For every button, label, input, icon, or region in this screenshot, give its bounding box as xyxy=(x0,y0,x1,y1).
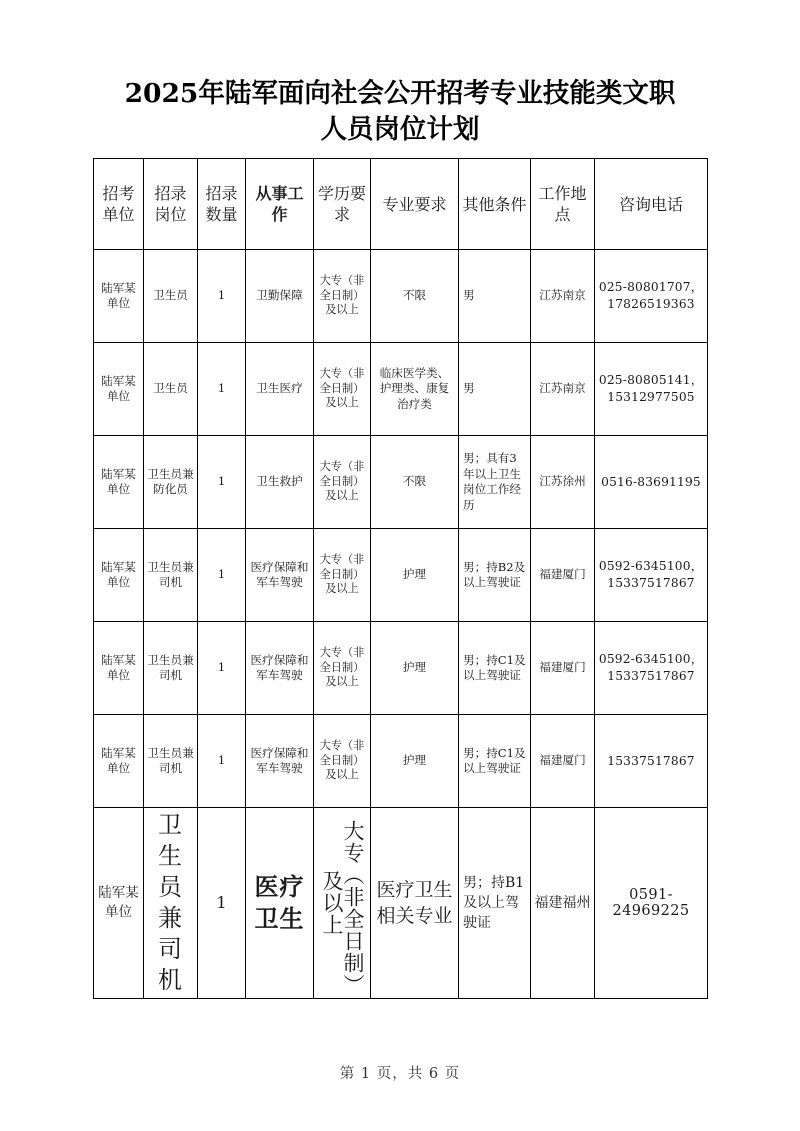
cell-work: 医疗卫生 xyxy=(246,808,314,999)
cell-other: 男；持C1及以上驾驶证 xyxy=(459,622,531,715)
cell-post: 卫生员 xyxy=(144,343,198,436)
cell-quantity: 1 xyxy=(198,436,246,529)
column-header-location: 工作地点 xyxy=(531,159,595,250)
cell-education: 大专（非全日制）及以上 xyxy=(314,529,371,622)
cell-other: 男 xyxy=(459,250,531,343)
column-header-education: 学历要求 xyxy=(314,159,371,250)
cell-post: 卫生员兼防化员 xyxy=(144,436,198,529)
cell-quantity: 1 xyxy=(198,715,246,808)
cell-education xyxy=(314,808,371,999)
header-row xyxy=(94,159,708,250)
cell-phone: 0592-6345100，15337517867 xyxy=(595,529,708,622)
cell-unit: 陆军某单位 xyxy=(94,715,144,808)
table-row xyxy=(94,715,708,808)
cell-education: 大专（非全日制）及以上 xyxy=(314,250,371,343)
cell-post: 卫生员兼司机 xyxy=(144,529,198,622)
cell-location: 福建厦门 xyxy=(531,529,595,622)
cell-unit: 陆军某单位 xyxy=(94,622,144,715)
column-header-other: 其他条件 xyxy=(459,159,531,250)
cell-work: 卫勤保障 xyxy=(246,250,314,343)
column-header-work: 从事工作 xyxy=(246,159,314,250)
column-header-major: 专业要求 xyxy=(371,159,459,250)
table-row xyxy=(94,808,708,999)
cell-phone: 025-80805141，15312977505 xyxy=(595,343,708,436)
cell-education: 大专（非全日制）及以上 xyxy=(314,715,371,808)
cell-phone: 15337517867 xyxy=(595,715,708,808)
cell-quantity: 1 xyxy=(198,808,246,999)
cell-phone: 0516-83691195 xyxy=(595,436,708,529)
cell-phone: 0591-24969225 xyxy=(595,808,708,999)
cell-education: 大专（非全日制）及以上 xyxy=(314,436,371,529)
cell-phone: 025-80801707，17826519363 xyxy=(595,250,708,343)
cell-work: 医疗保障和军车驾驶 xyxy=(246,715,314,808)
cell-location: 福建厦门 xyxy=(531,715,595,808)
cell-unit: 陆军某单位 xyxy=(94,250,144,343)
cell-other: 男；持B2及以上驾驶证 xyxy=(459,529,531,622)
cell-location: 江苏南京 xyxy=(531,343,595,436)
cell-quantity: 1 xyxy=(198,529,246,622)
job-plan-table xyxy=(93,158,708,999)
cell-major: 护理 xyxy=(371,529,459,622)
cell-other: 男 xyxy=(459,343,531,436)
page-title-line-2: 人员岗位计划 xyxy=(320,114,480,145)
page-title xyxy=(100,76,700,148)
cell-unit: 陆军某单位 xyxy=(94,529,144,622)
cell-major: 医疗卫生相关专业 xyxy=(371,808,459,999)
cell-other: 男；具有3年以上卫生岗位工作经历 xyxy=(459,436,531,529)
cell-unit: 陆军某单位 xyxy=(94,436,144,529)
cell-work: 医疗保障和军车驾驶 xyxy=(246,622,314,715)
column-header-phone: 咨询电话 xyxy=(595,159,708,250)
cell-location: 江苏南京 xyxy=(531,250,595,343)
cell-unit: 陆军某单位 xyxy=(94,808,144,999)
page-footer: 第 1 页，共 6 页 xyxy=(339,1066,461,1082)
cell-education-vertical-text: 大专（非全日制）及以上 xyxy=(320,820,365,986)
cell-post: 卫生员兼司机 xyxy=(144,715,198,808)
table-row xyxy=(94,250,708,343)
cell-major: 临床医学类、护理类、康复治疗类 xyxy=(371,343,459,436)
cell-quantity: 1 xyxy=(198,343,246,436)
cell-post: 卫生员 xyxy=(144,250,198,343)
cell-other: 男；持C1及以上驾驶证 xyxy=(459,715,531,808)
cell-major: 护理 xyxy=(371,715,459,808)
cell-education: 大专（非全日制）及以上 xyxy=(314,622,371,715)
cell-location: 江苏徐州 xyxy=(531,436,595,529)
cell-location: 福建厦门 xyxy=(531,622,595,715)
cell-phone: 0592-6345100，15337517867 xyxy=(595,622,708,715)
table-row xyxy=(94,436,708,529)
cell-post: 卫生员兼司机 xyxy=(144,808,198,999)
cell-major: 不限 xyxy=(371,250,459,343)
table-row xyxy=(94,622,708,715)
cell-major: 护理 xyxy=(371,622,459,715)
column-header-post: 招录岗位 xyxy=(144,159,198,250)
table-row xyxy=(94,343,708,436)
cell-work: 卫生医疗 xyxy=(246,343,314,436)
table-header xyxy=(94,159,708,250)
table-body xyxy=(94,250,708,999)
cell-education: 大专（非全日制）及以上 xyxy=(314,343,371,436)
cell-unit: 陆军某单位 xyxy=(94,343,144,436)
column-header-unit: 招考单位 xyxy=(94,159,144,250)
cell-location: 福建福州 xyxy=(531,808,595,999)
page-title-line-1: 2025年陆军面向社会公开招考专业技能类文职 xyxy=(124,78,676,109)
cell-work: 卫生救护 xyxy=(246,436,314,529)
cell-quantity: 1 xyxy=(198,250,246,343)
cell-work: 医疗保障和军车驾驶 xyxy=(246,529,314,622)
table-row xyxy=(94,529,708,622)
cell-other: 男；持B1及以上驾驶证 xyxy=(459,808,531,999)
column-header-quantity: 招录数量 xyxy=(198,159,246,250)
cell-major: 不限 xyxy=(371,436,459,529)
cell-post: 卫生员兼司机 xyxy=(144,622,198,715)
cell-quantity: 1 xyxy=(198,622,246,715)
